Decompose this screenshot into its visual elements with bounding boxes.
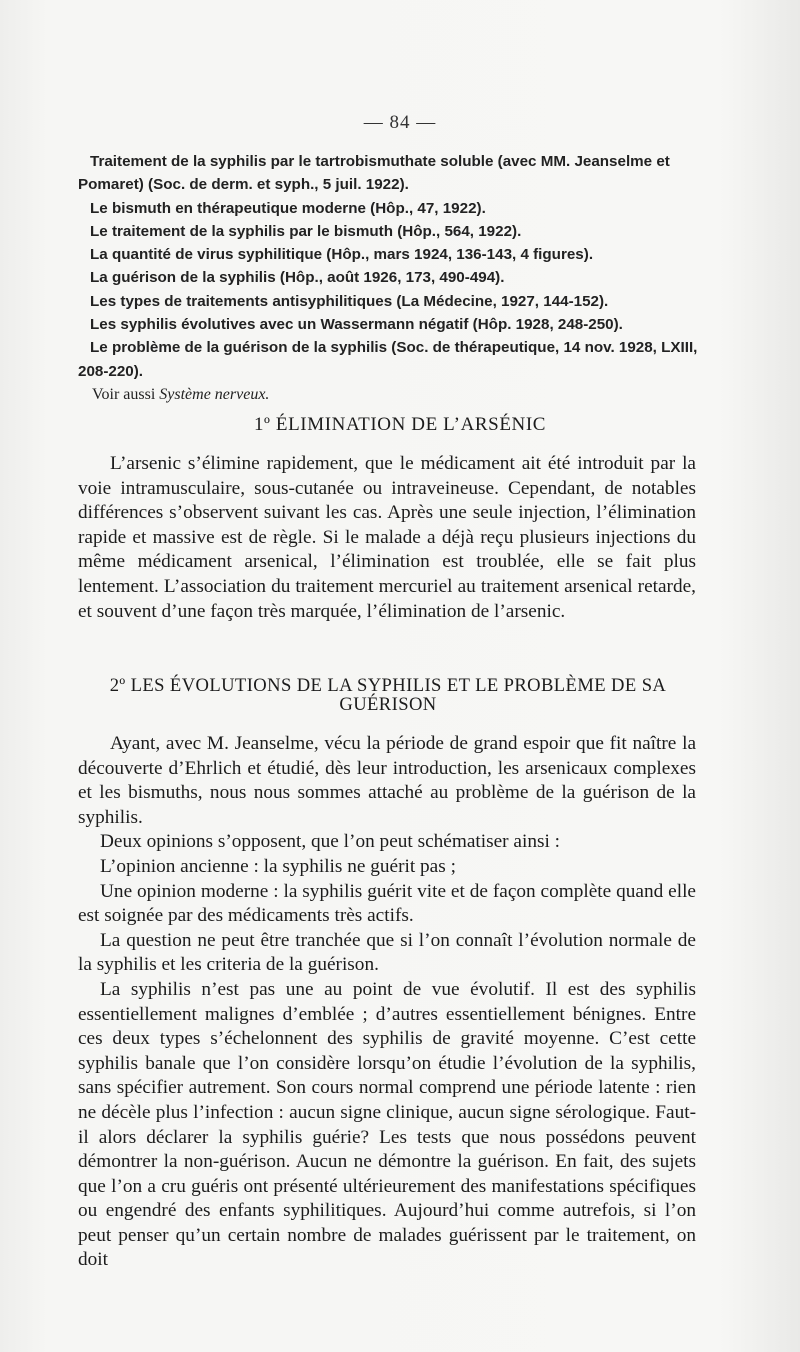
section-body-evolutions <box>78 732 696 1273</box>
page-number: — 84 — <box>363 112 437 133</box>
see-also-target: Système nerveux. <box>159 385 270 403</box>
reference-item: La guérison de la syphilis (Hôp., août 1926, 173, 490-494). <box>90 269 505 287</box>
paragraph: Une opinion moderne : la syphilis guérit vite et de façon complète quand elle est soignée par des médicaments très actifs. <box>78 880 696 927</box>
reference-item: Traitement de la syphilis par le tartrobismuthate soluble (avec MM. Jeanselme et Pomaret) (Soc. de derm. et syph., 5 juil. 1922). <box>78 153 670 194</box>
paragraph: Ayant, avec M. Jeanselme, vécu la période de grand espoir que fit naître la découverte d’Ehrlich et étudié, dès leur introduction, les arsenicaux complexes et les bismuths, nous nous sommes attaché au problème de la guérison de la syphilis. <box>78 733 696 828</box>
reference-item: Le traitement de la syphilis par le bismuth (Hôp., 564, 1922). <box>90 222 522 240</box>
see-also-prefix: Voir aussi <box>92 385 156 403</box>
see-also-line <box>78 383 698 406</box>
references-list <box>78 150 698 406</box>
paragraph: La syphilis n’est pas une au point de vue évolutif. Il est des syphilis essentiellement malignes d’emblée ; d’autres essentiellement bénignes. Entre ces deux types s’échelonnent des syphilis de gravité moyenne. C’est cette syphilis banale que l’on considère lorsqu’on étudie l’évolution de la syphilis, sans spécifier autrement. Son cours normal comprend une période latente : rien ne décèle plus l’infection : aucun signe clinique, aucun signe sérologique. Faut-il alors déclarer la syphilis guérie? Les tests que nous possédons peuvent démontrer la non-guérison. Aucun ne démontre la guérison. En fait, des sujets que l’on a cru guéris ont présenté ultérieurement des manifestations spécifiques ou engendré des enfants syphilitiques. Aujourd’hui comme autrefois, si l’on peut penser qu’un certain nombre de malades guérissent par le traitement, on doit <box>78 978 696 1271</box>
paragraph: Deux opinions s’opposent, que l’on peut schématiser ainsi : <box>100 831 560 853</box>
paragraph: La question ne peut être tranchée que si l’on connaît l’évolution normale de la syphilis et les criteria de la guérison. <box>78 929 696 976</box>
reference-item: La quantité de virus syphilitique (Hôp., mars 1924, 136-143, 4 figures). <box>90 246 594 264</box>
reference-item: Le problème de la guérison de la syphilis (Soc. de thérapeutique, 14 nov. 1928, LXIII, 208-220). <box>78 339 698 380</box>
section-heading-evolutions: 2º LES ÉVOLUTIONS DE LA SYPHILIS ET LE PROBLÈME DE SA GUÉRISON <box>109 675 667 715</box>
reference-item: Les syphilis évolutives avec un Wassermann négatif (Hôp. 1928, 248-250). <box>90 316 623 334</box>
paragraph-elimination: L’arsenic s’élimine rapidement, que le médicament ait été introduit par la voie intramusculaire, sous-cutanée ou intraveineuse. Cependant, de notables différences s’observent suivant les cas. Après une seule injection, l’élimination rapide et massive est de règle. Si le malade a déjà reçu plusieurs injections du même médicament arsenical, l’élimination est troublée, elle se fait plus lentement. L’association du traitement mercuriel au traitement arsenical retarde, et souvent d’une façon très marquée, l’élimination de l’arsenic. <box>78 453 696 622</box>
paragraph: L’opinion ancienne : la syphilis ne guérit pas ; <box>100 855 456 877</box>
section-heading-elimination: 1º ÉLIMINATION DE L’ARSÉNIC <box>253 414 547 435</box>
reference-item: Le bismuth en thérapeutique moderne (Hôp., 47, 1922). <box>90 199 486 217</box>
reference-item: Les types de traitements antisyphilitiques (La Médecine, 1927, 144-152). <box>90 292 609 310</box>
